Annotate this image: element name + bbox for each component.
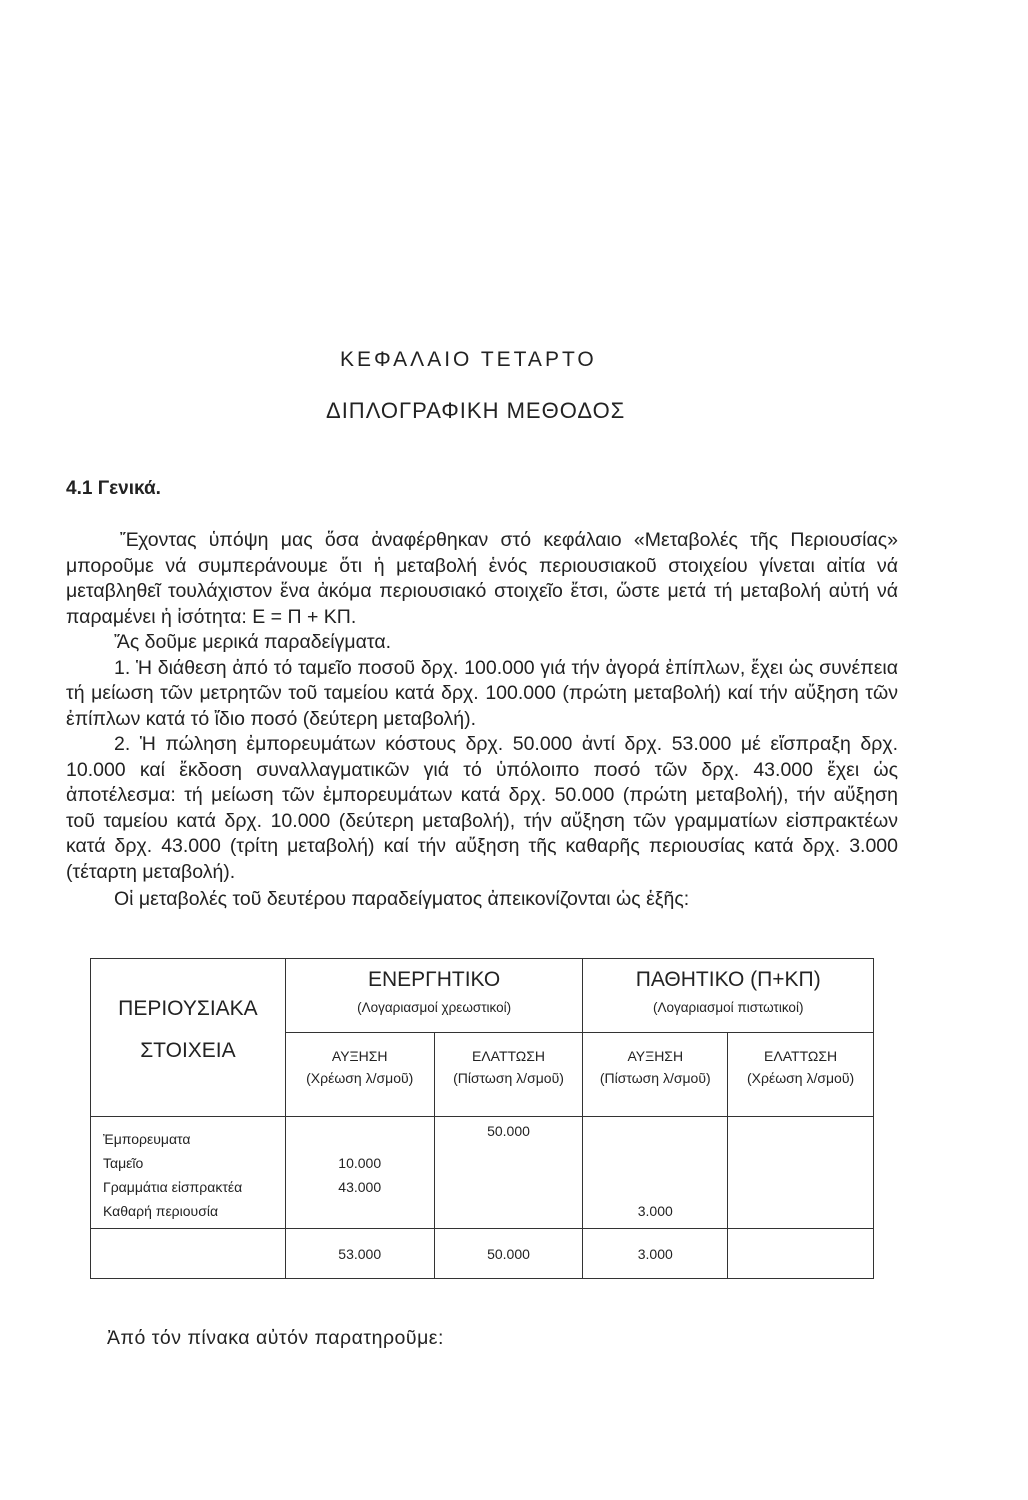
section-heading: 4.1 Γενικά. bbox=[66, 478, 161, 499]
total-value: 53.000 bbox=[338, 1245, 382, 1262]
value bbox=[728, 1151, 873, 1175]
paragraph-examples-intro: Ἄς δοῦμε μερικά παραδείγματα. bbox=[114, 631, 392, 653]
value: 50.000 bbox=[487, 1123, 530, 1139]
values-cell bbox=[583, 1117, 728, 1229]
column-header bbox=[583, 1033, 728, 1117]
totals-cell bbox=[434, 1229, 583, 1279]
column-header bbox=[434, 1033, 583, 1117]
liabilities-title: ΠΑΘΗΤΙΚΟ (Π+ΚΠ) bbox=[635, 968, 821, 991]
column-sub: (Χρέωση λ/σμοῦ) bbox=[306, 1070, 414, 1086]
value bbox=[583, 1127, 727, 1151]
values-cell bbox=[728, 1117, 874, 1229]
column-label: ΑΥΞΗΣΗ bbox=[627, 1048, 684, 1064]
value bbox=[583, 1175, 727, 1199]
paragraph-example-2: 2. Ἡ πώληση ἐμπορευμάτων κόστους δρχ. 50.000 ἀντί δρχ. 53.000 μέ εἴσπραξη δρχ. 10.000 καί ἔκδοση συναλλαγματικῶν γιά τό ὑπόλοιπο ποσό τῶν δρχ. 43.000 ἔχει ὡς ἀποτέλεσμα: τή μείωση τῶν ἐμπορευμάτων κατά δρχ. 50.000 (πρώτη μεταβολή), τήν αὔξηση τοῦ ταμείου κατά δρχ. 10.000 (δεύτερη μεταβολή), τήν αὔξηση τῶν γραμματίων εἰσπρακτέων κατά δρχ. 43.000 (τρίτη μεταβολή) καί τήν αὔξηση τῆς καθαρῆς περιουσίας κατά δρχ. 3.000 (τέταρτη μεταβολή). bbox=[66, 733, 898, 883]
value bbox=[728, 1175, 873, 1199]
totals-cell bbox=[285, 1229, 434, 1279]
list-item: Καθαρή περιουσία bbox=[103, 1203, 219, 1219]
value bbox=[435, 1143, 583, 1167]
items-cell bbox=[91, 1117, 286, 1229]
list-item: Ταμεῖο bbox=[103, 1155, 144, 1171]
totals-cell bbox=[583, 1229, 728, 1279]
column-label: ΕΛΑΤΤΩΣΗ bbox=[471, 1048, 546, 1064]
list-item: Γραμμάτια εἰσπρακτέα bbox=[103, 1179, 243, 1195]
paragraph-table-intro: Οἱ μεταβολές τοῦ δευτέρου παραδείγματος ἀπεικονίζονται ὡς ἑξῆς: bbox=[114, 888, 690, 910]
liabilities-header bbox=[583, 959, 874, 1033]
assets-header bbox=[285, 959, 583, 1033]
column-header bbox=[285, 1033, 434, 1117]
column-header bbox=[728, 1033, 874, 1117]
value: 10.000 bbox=[338, 1155, 382, 1171]
method-title: ΔΙΠΛΟΓΡΑΦΙΚΗ ΜΕΘΟΔΟΣ bbox=[326, 398, 626, 423]
assets-title: ΕΝΕΡΓΗΤΙΚΟ bbox=[367, 968, 501, 991]
paragraph-intro: Ἔχοντας ὑπόψη μας ὅσα ἀναφέρθηκαν στό κεφάλαιο «Μεταβολές τῆς Περιουσίας» μποροῦμε νά συμπεράνουμε ὅτι ἡ μεταβολή ἑνός περιουσιακοῦ στοιχείου γίνεται αἰτία νά μεταβληθεῖ τουλάχιστον ἕνα ἀκόμα περιουσιακό στοιχεῖο ἔτσι, ὥστε μετά τή μεταβολή αὐτή νά παραμένει ἡ ἰσότητα: Ε = Π + ΚΠ. bbox=[66, 529, 898, 628]
value bbox=[583, 1151, 727, 1175]
column-sub: (Πίστωση λ/σμοῦ) bbox=[453, 1070, 564, 1086]
totals-label-cell bbox=[91, 1229, 286, 1279]
column-label: ΕΛΑΤΤΩΣΗ bbox=[764, 1048, 838, 1064]
accounts-table bbox=[90, 958, 874, 1279]
value bbox=[286, 1127, 434, 1151]
value bbox=[728, 1127, 873, 1151]
body-text bbox=[66, 528, 898, 913]
column-sub: (Πίστωση λ/σμοῦ) bbox=[599, 1070, 711, 1086]
total-value: 3.000 bbox=[637, 1245, 673, 1262]
row-header-cell bbox=[91, 959, 286, 1117]
row-header-line1: ΠΕΡΙΟΥΣΙΑΚΑ bbox=[118, 997, 258, 1020]
values-cell bbox=[434, 1117, 583, 1229]
value bbox=[286, 1199, 434, 1223]
column-label: ΑΥΞΗΣΗ bbox=[331, 1048, 388, 1064]
value bbox=[435, 1167, 583, 1191]
list-item: Ἐμπορευματα bbox=[103, 1131, 191, 1147]
value: 3.000 bbox=[637, 1203, 673, 1219]
value bbox=[435, 1191, 583, 1215]
value bbox=[728, 1199, 873, 1223]
totals-cell bbox=[728, 1229, 874, 1279]
values-cell bbox=[285, 1117, 434, 1229]
paragraph-example-1: 1. Ἡ διάθεση ἀπό τό ταμεῖο ποσοῦ δρχ. 100.000 γιά τήν ἀγορά ἐπίπλων, ἔχει ὡς συνέπεια τή μείωση τῶν μετρητῶν τοῦ ταμείου κατά δρχ. 100.000 (πρώτη μεταβολή) καί τήν αὔξηση τῶν ἐπίπλων κατά τό ἴδιο ποσό (δεύτερη μεταβολή). bbox=[66, 656, 898, 730]
column-sub: (Χρέωση λ/σμοῦ) bbox=[747, 1070, 855, 1086]
closing-line: Ἀπό τόν πίνακα αὐτόν παρατηροῦμε: bbox=[107, 1327, 444, 1349]
value: 43.000 bbox=[338, 1179, 382, 1195]
row-header-line2: ΣΤΟΙΧΕΙΑ bbox=[140, 1039, 236, 1062]
total-value: 50.000 bbox=[487, 1245, 530, 1262]
assets-subtitle: (Λογαριασμοί χρεωστικοί) bbox=[357, 1000, 512, 1015]
chapter-title: ΚΕΦΑΛΑΙΟ ΤΕΤΑΡΤΟ bbox=[340, 348, 597, 371]
liabilities-subtitle: (Λογαριασμοί πιστωτικοί) bbox=[652, 1000, 804, 1015]
